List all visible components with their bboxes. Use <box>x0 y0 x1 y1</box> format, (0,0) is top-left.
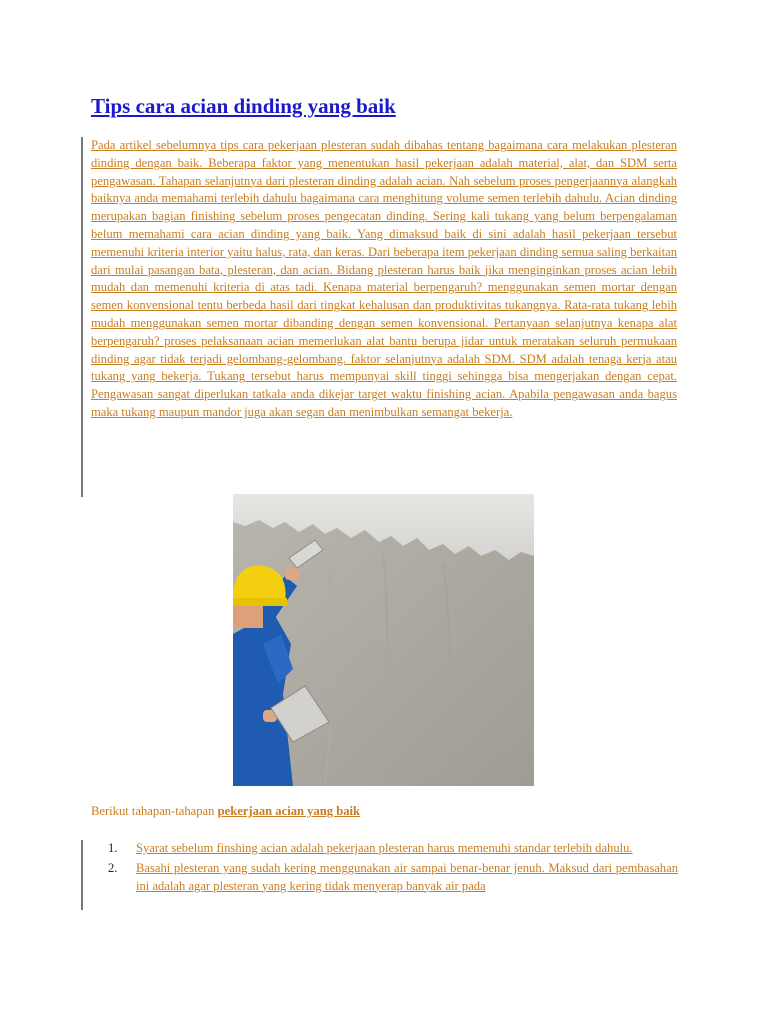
steps-subheading <box>91 804 360 819</box>
intro-paragraph[interactable]: Pada artikel sebelumnya tips cara pekerjaan plesteran sudah dibahas tentang bagaimana cara melakukan plesteran dinding dengan baik. Beberapa faktor yang menentukan hasil pekerjaan adalah material, alat, dan SDM serta pengawasan. Tahapan selanjutnya dari plesteran dinding adalah acian. Nah sebelum proses pengerjaannya alangkah baiknya anda memahami terlebih dahulu bagaimana cara menghitung volume semen terlebih dahulu. Acian dinding merupakan bagian finishing sebelum proses pengecatan dinding. Sering kali tukang yang belum berpengalaman belum memahami cara acian dinding yang baik. Yang dimaksud baik di sini adalah hasil pekerjaan tersebut memenuhi kriteria interior yaitu halus, rata, dan keras. Dari beberapa item pekerjaan dinding semua saling berkaitan dari mulai pasangan bata, plesteran, dan acian. Bidang plesteran harus baik jika menginginkan proses acian lebih mudah dan memenuhi kriteria di atas tadi. Kenapa material berpengaruh? menggunakan semen mortar dengan semen konvensional tentu berbeda hasil dari tingkat kehalusan dan produktivitas tukangnya. Rata-rata tukang lebih mudah menggunakan semen mortar dibanding dengan semen konvensional. Pertanyaan selanjutnya kenapa alat berpengaruh? proses pelaksanaan acian memerlukan alat bantu berupa jidar untuk meratakan seluruh permukaan dinding agar tidak terjadi gelombang-gelombang. faktor selanjutnya adalah SDM. SDM adalah tenaga kerja atau tukang yang bekerja. Tukang tersebut harus mempunyai skill tinggi sehingga bisa mengerjakan dengan cepat. Pengawasan sangat diperlukan tatkala anda dikejar target waktu finishing acian. Apabila pengawasan anda bagus maka tukang maupun mandor juga akan segan dan menimbulkan semangat bekerja. <box>91 138 677 419</box>
list-item <box>108 840 678 858</box>
worker-plastering-illustration <box>233 494 534 786</box>
list-item-text[interactable]: Basahi plesteran yang sudah kering menggunakan air sampai benar-benar jenuh. Maksud dari pembasahan ini adalah agar plesteran yang kering tidak menyerap banyak air pada <box>136 860 678 893</box>
list-number: 2. <box>108 860 118 875</box>
list-item <box>108 860 678 896</box>
article-title[interactable]: Tips cara acian dinding yang baik <box>91 94 396 118</box>
left-margin-bar <box>81 137 83 497</box>
subheading-link[interactable]: pekerjaan acian yang baik <box>217 804 360 818</box>
subheading-prefix: Berikut tahapan-tahapan <box>91 804 215 818</box>
list-number: 1. <box>108 841 118 855</box>
steps-list <box>108 840 678 897</box>
wall-plastering-photo <box>233 494 534 786</box>
list-item-text[interactable]: Syarat sebelum finshing acian adalah pekerjaan plesteran harus memenuhi standar terlebih dahulu. <box>136 841 633 855</box>
left-margin-bar-lower <box>81 840 83 910</box>
